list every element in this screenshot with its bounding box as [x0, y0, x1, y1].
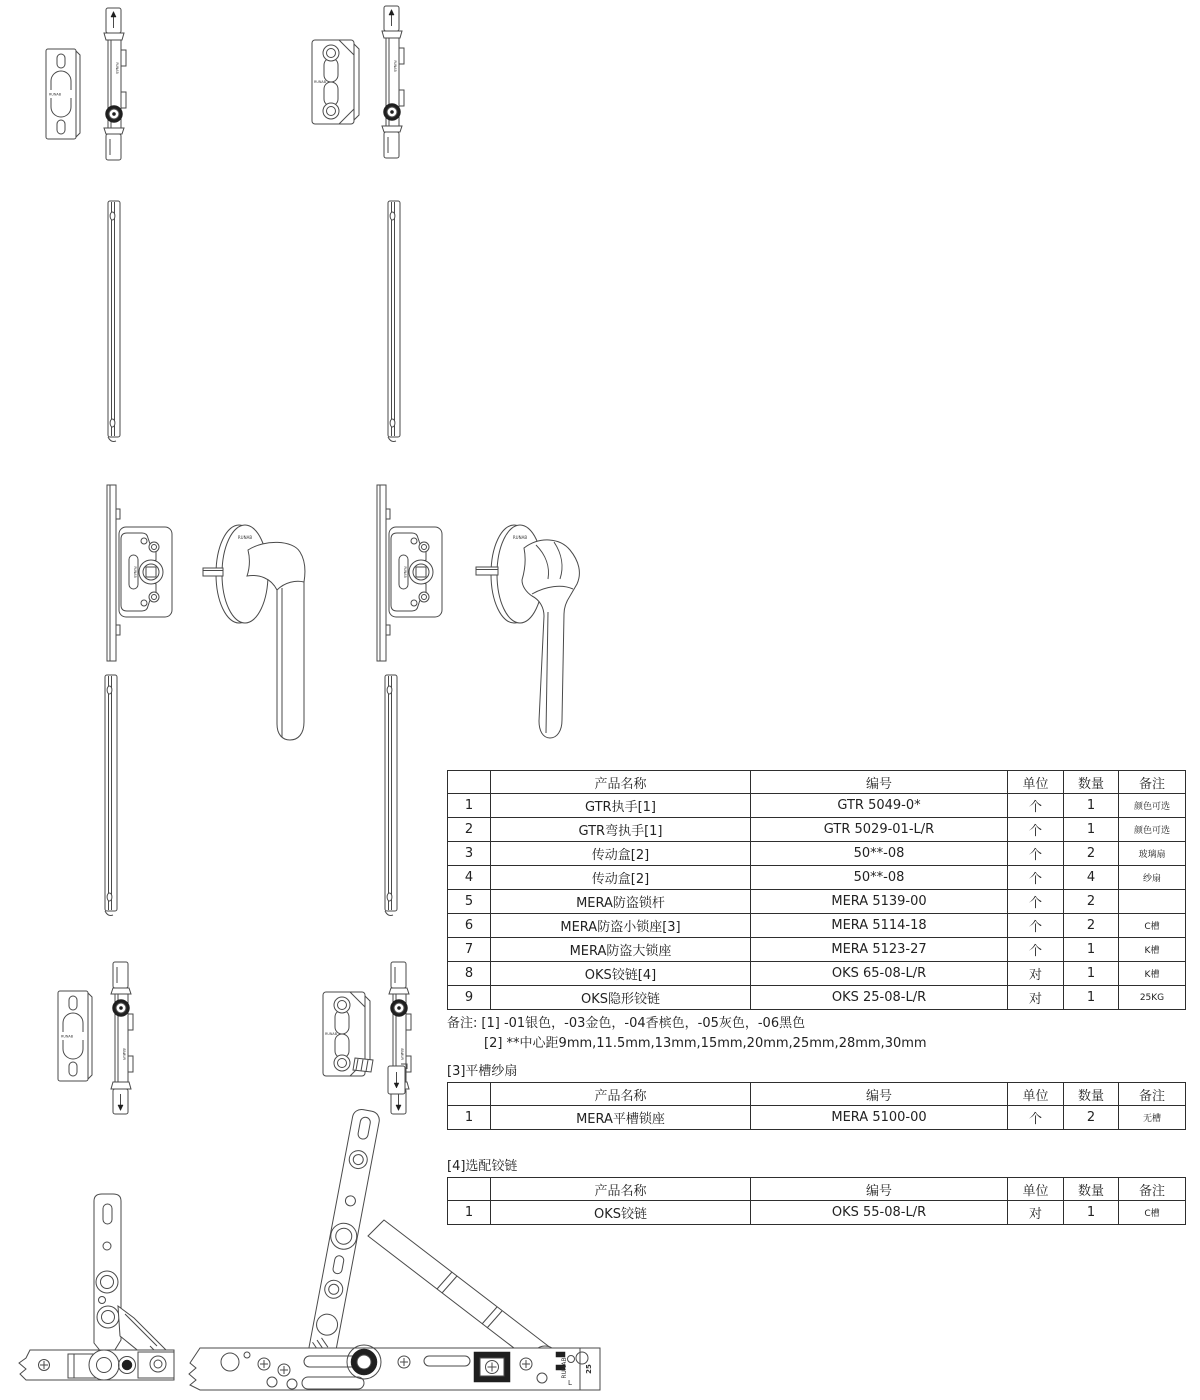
table-row: [448, 1201, 1186, 1225]
brand-logo-text: RUNAB: [115, 62, 119, 74]
gearbox-drawing-left: [104, 483, 176, 663]
table-cell: 个: [1008, 914, 1064, 938]
table-row: [448, 962, 1186, 986]
table-cell: MERA 5100-00: [751, 1106, 1008, 1130]
column-header: 数量: [1064, 1178, 1119, 1201]
table-row: [448, 986, 1186, 1010]
column-header: 单位: [1008, 771, 1064, 794]
brand-logo-text: RUNAB: [49, 92, 62, 97]
table-cell: OKS 65-08-L/R: [751, 962, 1008, 986]
notes: [447, 1014, 1147, 1054]
table-cell: GTR执手[1]: [491, 794, 751, 818]
table-cell: 1: [1064, 938, 1119, 962]
table-cell: 7: [448, 938, 491, 962]
table-cell: 9: [448, 986, 491, 1010]
brand-logo-text: RUNAB: [325, 1032, 338, 1036]
table-cell: 1: [1064, 818, 1119, 842]
table-cell: 3: [448, 842, 491, 866]
table-cell: 1: [448, 1106, 491, 1130]
table-cell: MERA 5114-18: [751, 914, 1008, 938]
lock-bar-drawing-bottom-left: [103, 958, 139, 1116]
table-row: [448, 866, 1186, 890]
table-cell: K槽: [1119, 962, 1186, 986]
brand-logo-text: RUNAB: [61, 1034, 74, 1039]
column-header: [448, 1083, 491, 1106]
table-cell: 个: [1008, 794, 1064, 818]
table-row: [448, 890, 1186, 914]
table-cell: 2: [1064, 914, 1119, 938]
main-parts-table-container: [447, 770, 1185, 1010]
table-cell: MERA 5139-00: [751, 890, 1008, 914]
table-header-row: [448, 1083, 1186, 1106]
table-cell: 传动盒[2]: [491, 842, 751, 866]
section-label-optional-hinge: [4]选配铰链: [447, 1159, 518, 1174]
gtr-bent-handle-drawing: [476, 512, 591, 747]
table-row: [448, 1106, 1186, 1130]
table-cell: 对: [1008, 962, 1064, 986]
table-cell: 颜色可选: [1119, 794, 1186, 818]
table-cell: [1119, 890, 1186, 914]
parts-table: [447, 1082, 1186, 1130]
table-cell: 1: [448, 1201, 491, 1225]
table-cell: 1: [1064, 962, 1119, 986]
hinge-hand-marking: L: [568, 1379, 572, 1387]
table-cell: 个: [1008, 938, 1064, 962]
table-cell: OKS隐形铰链: [491, 986, 751, 1010]
column-header: 单位: [1008, 1083, 1064, 1106]
table-cell: 对: [1008, 1201, 1064, 1225]
table-row: [448, 818, 1186, 842]
table-cell: 2: [448, 818, 491, 842]
table-cell: 8: [448, 962, 491, 986]
small-lock-keeper-drawing-top-left: [44, 46, 84, 142]
table-cell: GTR 5049-0*: [751, 794, 1008, 818]
table-cell: OKS 55-08-L/R: [751, 1201, 1008, 1225]
screen-sash-table-container: [447, 1082, 1185, 1130]
table-cell: 个: [1008, 866, 1064, 890]
table-cell: MERA防盗大锁座: [491, 938, 751, 962]
table-cell: 50**-08: [751, 866, 1008, 890]
brand-logo-text: RUNAB: [314, 80, 327, 84]
brand-logo-text: RUNAB: [561, 1357, 568, 1379]
column-header: 产品名称: [491, 771, 751, 794]
lock-bar-drawing-top-left: [96, 6, 132, 164]
table-row: [448, 914, 1186, 938]
table-cell: 2: [1064, 842, 1119, 866]
column-header: 产品名称: [491, 1083, 751, 1106]
small-lock-keeper-drawing-bottom-left: [56, 988, 96, 1084]
column-header: 数量: [1064, 771, 1119, 794]
table-row: [448, 794, 1186, 818]
table-cell: MERA平槽锁座: [491, 1106, 751, 1130]
table-cell: OKS铰链: [491, 1201, 751, 1225]
brand-logo-text: RUNAB: [393, 60, 397, 72]
hinge-size-marking: 25: [585, 1364, 593, 1374]
lock-bar-drawing-top-right: [374, 4, 410, 162]
table-cell: 1: [1064, 794, 1119, 818]
note-line-2: [2] **中心距9mm,11.5mm,13mm,15mm,20mm,25mm,28mm,30mm: [484, 1036, 927, 1051]
table-cell: 无槽: [1119, 1106, 1186, 1130]
notes-label: 备注:: [447, 1016, 478, 1031]
table-cell: GTR 5029-01-L/R: [751, 818, 1008, 842]
table-cell: 个: [1008, 842, 1064, 866]
table-header-row: [448, 771, 1186, 794]
large-lock-keeper-drawing-top-right: [310, 36, 362, 128]
table-cell: OKS 25-08-L/R: [751, 986, 1008, 1010]
parts-table: [447, 1177, 1186, 1225]
table-cell: 1: [1064, 1201, 1119, 1225]
brand-logo-text: RUNAB: [133, 566, 137, 578]
table-cell: 25KG: [1119, 986, 1186, 1010]
brand-logo-text: RUNAB: [122, 1048, 126, 1060]
brand-logo-text: RUNAB: [512, 535, 528, 540]
table-cell: 传动盒[2]: [491, 866, 751, 890]
table-row: [448, 938, 1186, 962]
brand-logo-text: RUNAB: [403, 566, 407, 578]
column-header: 编号: [751, 1083, 1008, 1106]
table-cell: 4: [448, 866, 491, 890]
gearbox-drawing-right: [374, 483, 446, 663]
table-cell: 4: [1064, 866, 1119, 890]
column-header: [448, 771, 491, 794]
table-cell: 对: [1008, 986, 1064, 1010]
note-line-1: [1] -01银色，-03金色，-04香槟色，-05灰色，-06黑色: [481, 1016, 806, 1031]
table-cell: C槽: [1119, 1201, 1186, 1225]
table-cell: 1: [1064, 986, 1119, 1010]
table-cell: 5: [448, 890, 491, 914]
table-row: [448, 842, 1186, 866]
table-cell: MERA 5123-27: [751, 938, 1008, 962]
table-cell: C槽: [1119, 914, 1186, 938]
table-cell: 个: [1008, 890, 1064, 914]
table-cell: 个: [1008, 1106, 1064, 1130]
lock-rod-drawing-upper-left: [101, 196, 127, 444]
table-cell: 2: [1064, 890, 1119, 914]
table-cell: MERA防盗小锁座[3]: [491, 914, 751, 938]
column-header: 编号: [751, 771, 1008, 794]
table-cell: 2: [1064, 1106, 1119, 1130]
lock-rod-drawing-upper-right: [381, 196, 407, 444]
section-label-screen-sash: [3]平槽纱扇: [447, 1064, 518, 1079]
column-header: 备注: [1119, 1083, 1186, 1106]
optional-hinge-table-container: [447, 1177, 1185, 1225]
column-header: [448, 1178, 491, 1201]
lock-rod-drawing-lower-left: [98, 670, 124, 918]
column-header: 备注: [1119, 771, 1186, 794]
column-header: 产品名称: [491, 1178, 751, 1201]
brand-logo-text: RUNAB: [237, 535, 253, 540]
lock-rod-drawing-lower-right: [378, 670, 404, 918]
table-cell: 1: [448, 794, 491, 818]
column-header: 编号: [751, 1178, 1008, 1201]
table-cell: 6: [448, 914, 491, 938]
table-cell: 纱扇: [1119, 866, 1186, 890]
table-cell: GTR弯执手[1]: [491, 818, 751, 842]
table-cell: OKS铰链[4]: [491, 962, 751, 986]
parts-table: [447, 770, 1186, 1010]
brand-logo-text: RUNAB: [400, 1048, 404, 1060]
column-header: 数量: [1064, 1083, 1119, 1106]
table-cell: 50**-08: [751, 842, 1008, 866]
table-cell: 个: [1008, 818, 1064, 842]
gtr-handle-drawing: [203, 512, 313, 747]
table-cell: 玻璃扇: [1119, 842, 1186, 866]
column-header: 单位: [1008, 1178, 1064, 1201]
table-header-row: [448, 1178, 1186, 1201]
table-cell: K槽: [1119, 938, 1186, 962]
table-cell: 颜色可选: [1119, 818, 1186, 842]
table-cell: MERA防盗锁杆: [491, 890, 751, 914]
column-header: 备注: [1119, 1178, 1186, 1201]
